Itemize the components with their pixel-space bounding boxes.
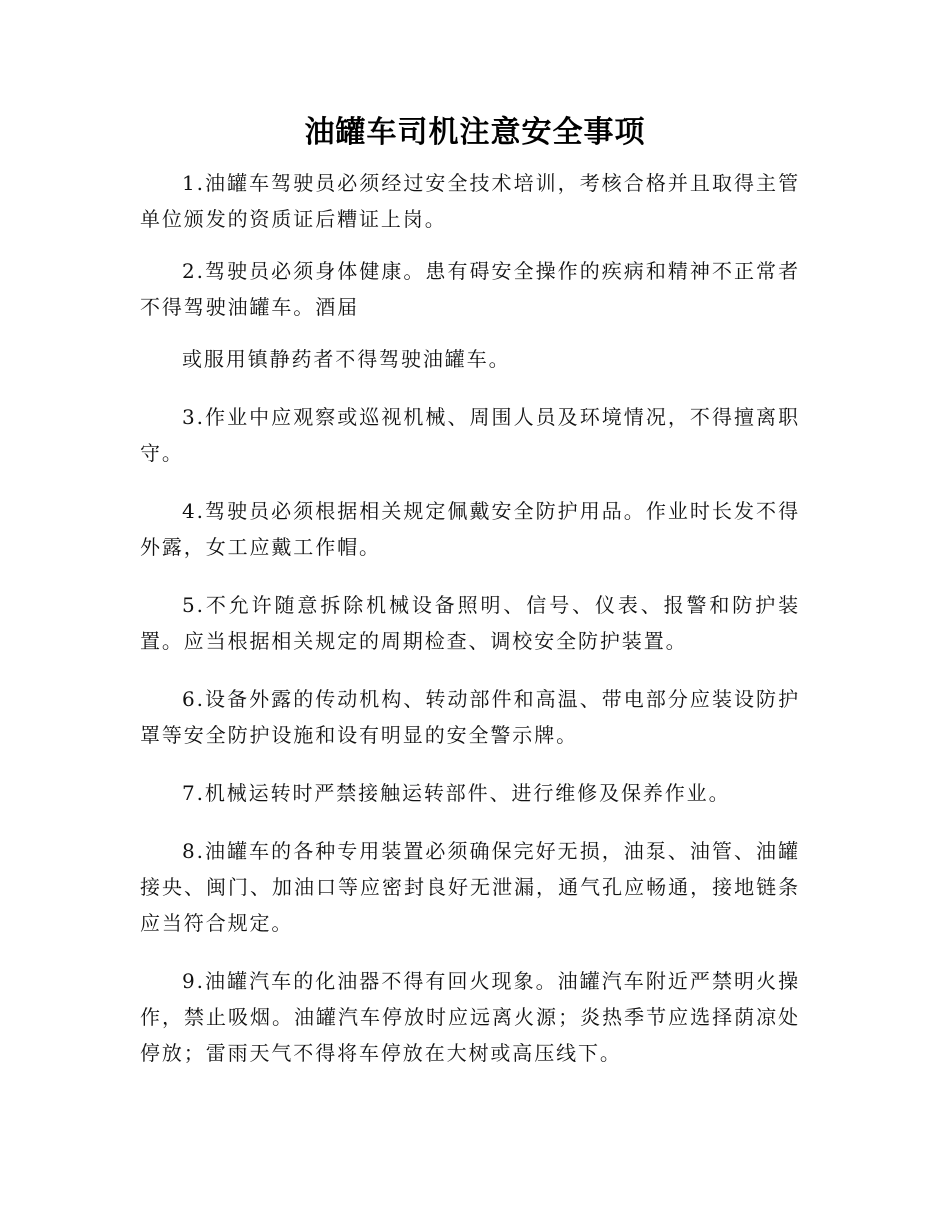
document-body — [140, 165, 800, 1093]
paragraph-6: 6.设备外露的传动机构、转动部件和高温、带电部分应装设防护罩等安全防护设施和设有明显的安全警示牌。 — [140, 687, 800, 747]
paragraph-2: 2.驾驶员必须身体健康。患有碍安全操作的疾病和精神不正常者不得驾驶油罐车。酒届 — [140, 259, 800, 319]
paragraph-2-continued: 或服用镇静药者不得驾驶油罐车。 — [182, 347, 511, 371]
document-title: 油罐车司机注意安全事项 — [304, 115, 646, 150]
paragraph-1: 1.油罐车驾驶员必须经过安全技术培训，考核合格并且取得主管单位颁发的资质证后糟证上岗。 — [140, 171, 800, 231]
paragraph-4: 4.驾驶员必须根据相关规定佩戴安全防护用品。作业时长发不得外露，女工应戴工作帽。 — [140, 499, 800, 559]
paragraph-3: 3.作业中应观察或巡视机械、周围人员及环境情况，不得擅离职守。 — [140, 405, 800, 465]
paragraph-7: 7.机械运转时严禁接触运转部件、进行维修及保养作业。 — [182, 781, 731, 805]
paragraph-9: 9.油罐汽车的化油器不得有回火现象。油罐汽车附近严禁明火操作，禁止吸烟。油罐汽车停放时应远离火源；炎热季节应选择荫凉处停放；雷雨天气不得将车停放在大树或高压线下。 — [140, 969, 800, 1065]
paragraph-8: 8.油罐车的各种专用装置必须确保完好无损，油泵、油管、油罐接央、闽门、加油口等应密封良好无泄漏，通气孔应畅通，接地链条应当符合规定。 — [140, 839, 800, 935]
paragraph-5: 5.不允许随意拆除机械设备照明、信号、仪表、报警和防护装置。应当根据相关规定的周期检查、调校安全防护装置。 — [140, 593, 800, 653]
